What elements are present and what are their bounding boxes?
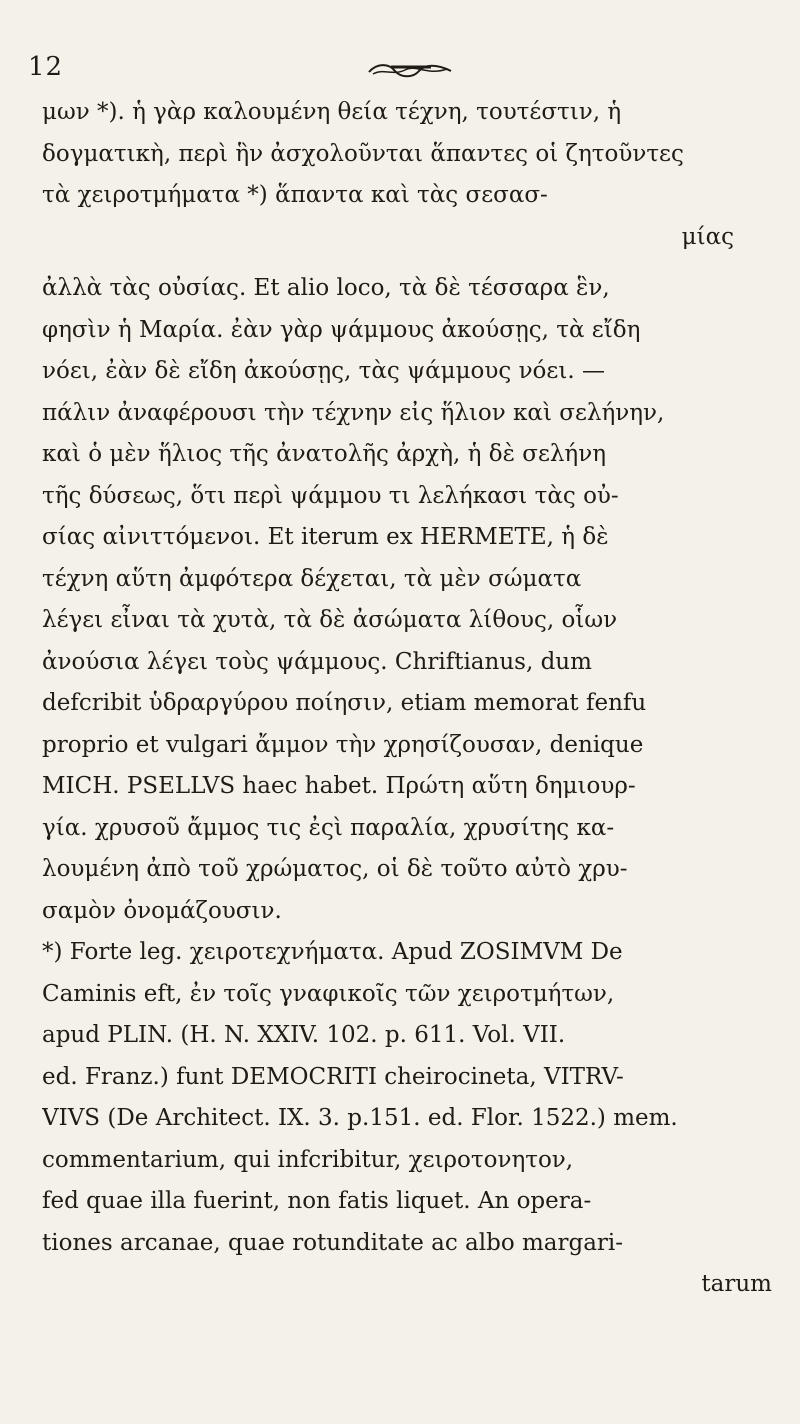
- text-line: φησὶν ἡ Μαρία. ἐὰν γὰρ ψάμμους ἀκούσῃς, τὰ εἴδη: [42, 316, 641, 343]
- text-line: λέγει εἶναι τὰ χυτὰ, τὰ δὲ ἀσώματα λίθους, οἷων: [42, 607, 618, 633]
- catchword: tarum: [701, 1271, 772, 1297]
- footnote-line: VIVS (De Architect. IX. 3. p.151. ed. Flor. 1522.) mem.: [42, 1105, 678, 1131]
- text-line: δογματικὴ, περὶ ἣν ἀσχολοῦνται ἅπαντες οἱ ζητοῦντες: [42, 140, 684, 167]
- printer-ornament-icon: [365, 60, 455, 82]
- text-block: [42, 92, 782, 1306]
- text-line: τέχνη αὕτη ἀμφότερα δέχεται, τὰ μὲν σώματα: [42, 565, 582, 592]
- paragraph-gap: [42, 258, 782, 268]
- text-line: λουμένη ἀπὸ τοῦ χρώματος, οἱ δὲ τοῦτο αὐτὸ χρυ-: [42, 856, 628, 882]
- footnote-line: Caminis eft, ἐν τοῖς γναφικοῖς τῶν χειροτμήτων,: [42, 980, 615, 1007]
- text-line: σαμὸν ὀνομάζουσιν.: [42, 897, 282, 924]
- text-line: proprio et vulgari ἄμμον τὴν χρησίζουσαν, denique: [42, 731, 644, 758]
- text-line: μίας: [681, 223, 734, 250]
- text-line: ἀλλὰ τὰς οὐσίας. Et alio loco, τὰ δὲ τέσσαρα ἓν,: [42, 275, 610, 301]
- text-line: defcribit ὑδραργύρου ποίησιν, etiam memorat fenfu: [42, 690, 647, 716]
- page-header: [28, 52, 772, 88]
- text-line: γία. χρυσοῦ ἄμμος τις ἐςὶ παραλία, χρυσίτης κα-: [42, 814, 615, 841]
- text-line: MICH. PSELLVS haec habet. Πρώτη αὕτη δημιουρ-: [42, 773, 636, 799]
- footnote-line: commentarium, qui infcribitur, χειροτονητον,: [42, 1146, 574, 1173]
- footnote-line: tiones arcanae, quae rotunditate ac albo margari-: [42, 1229, 624, 1256]
- footnote-line: ed. Franz.) funt DEMOCRITI cheirocineta, VITRV-: [42, 1063, 624, 1090]
- text-line: τὰ χειροτμήματα *) ἅπαντα καὶ τὰς σεσασ-: [42, 182, 548, 208]
- footnote-line: apud PLIN. (H. N. XXIV. 102. p. 611. Vol. VII.: [42, 1022, 566, 1048]
- text-line: μων *). ἡ γὰρ καλουμένη θεία τέχνη, τουτέστιν, ἡ: [42, 99, 622, 125]
- text-line: ἀνούσια λέγει τοὺς ψάμμους. Chriftianus, dum: [42, 648, 592, 675]
- text-line: καὶ ὁ μὲν ἥλιος τῆς ἀνατολῆς ἀρχὴ, ἡ δὲ σελήνη: [42, 441, 606, 467]
- page-number: 12: [28, 52, 64, 82]
- text-line: πάλιν ἀναφέρουσι τὴν τέχνην εἰς ἥλιον καὶ σελήνην,: [42, 399, 665, 426]
- text-line: σίας αἰνιττόμενοι. Et iterum ex HERMETE, ἡ δὲ: [42, 524, 609, 550]
- footnote-line: fed quae illa fuerint, non fatis liquet. An opera-: [42, 1188, 592, 1214]
- text-line: τῆς δύσεως, ὅτι περὶ ψάμμου τι λελήκασι τὰς οὐ-: [42, 482, 619, 509]
- text-line: νόει, ἐὰν δὲ εἴδη ἀκούσῃς, τὰς ψάμμους νόει. —: [42, 358, 605, 384]
- footnote-line: *) Forte leg. χειροτεχνήματα. Apud ZOSIMVM De: [42, 939, 623, 965]
